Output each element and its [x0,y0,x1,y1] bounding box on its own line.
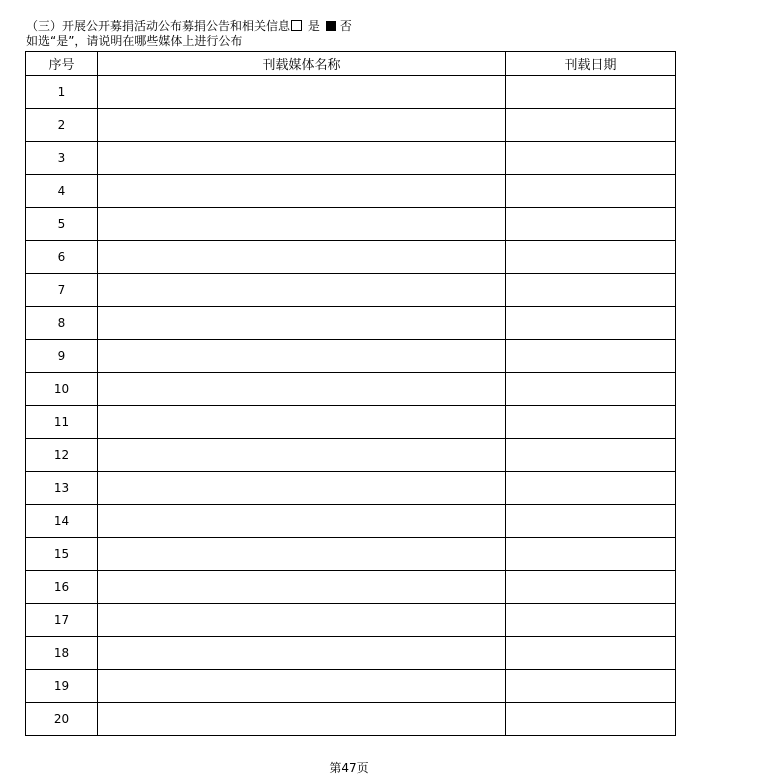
media-name-cell[interactable] [98,505,506,538]
serial-cell: 14 [26,505,98,538]
serial-cell: 3 [26,142,98,175]
media-name-cell[interactable] [98,439,506,472]
question-text: （三）开展公开募捐活动公布募捐公告和相关信息 [26,19,291,33]
table-row [26,406,676,439]
publish-date-cell[interactable] [506,241,676,274]
table-row [26,340,676,373]
table-row [26,472,676,505]
publish-date-cell[interactable] [506,406,676,439]
table-row [26,703,676,736]
media-name-cell[interactable] [98,703,506,736]
media-name-cell[interactable] [98,340,506,373]
table-row [26,241,676,274]
publish-date-cell[interactable] [506,472,676,505]
no-checkbox-checked[interactable] [326,21,336,31]
no-label: 否 [339,19,352,33]
serial-cell: 18 [26,637,98,670]
media-name-cell[interactable] [98,208,506,241]
media-name-cell[interactable] [98,175,506,208]
serial-cell: 13 [26,472,98,505]
page-number: 第47页 [329,761,369,775]
table-row [26,307,676,340]
media-name-cell[interactable] [98,472,506,505]
media-name-cell[interactable] [98,604,506,637]
publish-date-cell[interactable] [506,373,676,406]
serial-cell: 7 [26,274,98,307]
table-row [26,637,676,670]
table-row [26,538,676,571]
publish-date-cell[interactable] [506,439,676,472]
media-name-cell[interactable] [98,76,506,109]
serial-cell: 10 [26,373,98,406]
media-name-cell[interactable] [98,571,506,604]
publish-date-cell[interactable] [506,571,676,604]
serial-cell: 20 [26,703,98,736]
table-row [26,142,676,175]
media-name-cell[interactable] [98,109,506,142]
publish-date-cell[interactable] [506,109,676,142]
media-name-cell[interactable] [98,373,506,406]
publish-date-cell[interactable] [506,538,676,571]
table-row [26,208,676,241]
publish-date-cell[interactable] [506,505,676,538]
media-name-cell[interactable] [98,274,506,307]
serial-cell: 15 [26,538,98,571]
serial-cell: 1 [26,76,98,109]
publish-date-cell[interactable] [506,175,676,208]
media-name-cell[interactable] [98,307,506,340]
yes-checkbox[interactable] [291,20,302,31]
serial-cell: 9 [26,340,98,373]
publish-date-cell[interactable] [506,274,676,307]
header-publish-date: 刊载日期 [506,52,676,76]
publish-date-cell[interactable] [506,703,676,736]
serial-cell: 16 [26,571,98,604]
serial-cell: 4 [26,175,98,208]
serial-cell: 12 [26,439,98,472]
publish-date-cell[interactable] [506,604,676,637]
media-table [25,51,676,736]
header-serial: 序号 [26,52,98,76]
table-row [26,505,676,538]
table-header-row [26,52,676,76]
publish-date-cell[interactable] [506,76,676,109]
serial-cell: 17 [26,604,98,637]
media-name-cell[interactable] [98,538,506,571]
media-name-cell[interactable] [98,637,506,670]
yes-label: 是 [307,19,320,33]
publish-date-cell[interactable] [506,670,676,703]
serial-cell: 2 [26,109,98,142]
table-row [26,109,676,142]
serial-cell: 8 [26,307,98,340]
serial-cell: 6 [26,241,98,274]
table-row [26,439,676,472]
table-row [26,604,676,637]
question-line [26,19,352,34]
serial-cell: 11 [26,406,98,439]
header-media-name: 刊载媒体名称 [98,52,506,76]
table-row [26,571,676,604]
publish-date-cell[interactable] [506,307,676,340]
media-name-cell[interactable] [98,241,506,274]
publish-date-cell[interactable] [506,208,676,241]
media-name-cell[interactable] [98,670,506,703]
table-row [26,274,676,307]
serial-cell: 19 [26,670,98,703]
media-name-cell[interactable] [98,406,506,439]
media-name-cell[interactable] [98,142,506,175]
publish-date-cell[interactable] [506,340,676,373]
serial-cell: 5 [26,208,98,241]
table-row [26,175,676,208]
table-row [26,373,676,406]
instruction-note: 如选“是”，请说明在哪些媒体上进行公布 [26,34,243,48]
publish-date-cell[interactable] [506,637,676,670]
table-row [26,76,676,109]
publish-date-cell[interactable] [506,142,676,175]
table-row [26,670,676,703]
